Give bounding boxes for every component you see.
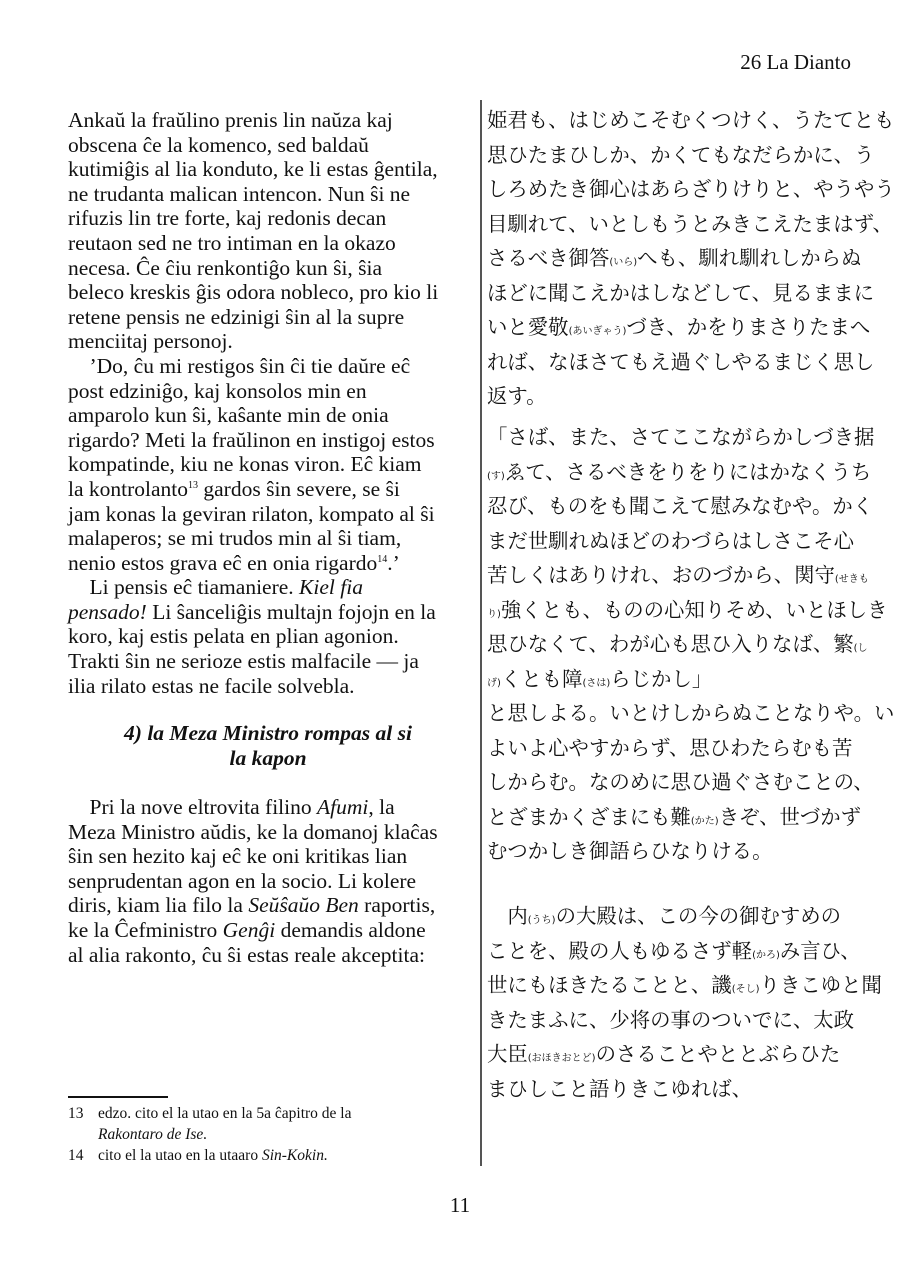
text-line: la kontrolanto$^{13}$ gardos ŝin severe, se ŝi xyxy=(68,476,400,501)
japanese-text-line: しからむ。なのめに思ひ過ぐさむことの、 xyxy=(487,770,874,794)
ruby-reading: (かた) xyxy=(690,815,719,827)
japanese-text-line: ほどに聞こえかはしなどして、見るままに xyxy=(487,280,875,305)
text-line: al alia rakonto, ĉu ŝi estas reale akceptita: xyxy=(68,942,425,967)
italic-text: Sin-Kokin. xyxy=(261,1147,328,1164)
japanese-text-line: いと愛敬(あいぎゃう)づき、かをりまさりたまへ xyxy=(487,315,871,339)
text-line: menciitaj personoj. xyxy=(68,329,233,354)
japanese-text-line: 返す。 xyxy=(487,384,547,408)
footnotes xyxy=(68,1103,351,1166)
footnote-ref: 14 xyxy=(377,553,388,565)
japanese-text-line: むつかしき御語らひなりける。 xyxy=(487,839,773,863)
text-line: senprudentan agon en la socio. Li kolere xyxy=(68,868,417,893)
japanese-text-line: 内(うち)の大殿は、この今の御むすめの xyxy=(487,904,842,928)
japanese-text-line: 思ひなくて、わが心も思ひ入りなば、繁(し xyxy=(487,632,868,656)
japanese-text-line: ことを、殿の人もゆるさず軽(かろ)み言ひ、 xyxy=(487,938,861,963)
japanese-text-line: 世にもほきたることと、譏(そし)りきこゆと聞 xyxy=(487,973,882,997)
text-line: Pri la nove eltrovita filino Afumi, la xyxy=(68,795,395,819)
japanese-text-line: まひしこと語りきこゆれば、 xyxy=(487,1076,753,1101)
japanese-text-line: 苦しくはありけれ、おのづから、関守(せきも xyxy=(487,563,869,587)
text-line: Meza Ministro aŭdis, ke la domanoj klaĉas xyxy=(68,819,438,844)
ruby-reading: (うち) xyxy=(527,915,556,926)
text-line: nenio estos grava eĉ en onia rigardo$^{14}$.ʼ xyxy=(68,550,400,575)
text-line: pensado! Li ŝanceliĝis multajn fojojn en la xyxy=(68,599,436,624)
japanese-text-line: よいよ心やすからず、思ひわたらむも苦 xyxy=(487,735,853,760)
text-line: necesa. Ĉe ĉiu renkontiĝo kun ŝi, ŝia xyxy=(68,255,383,280)
footnote-line: 13 edzo. cito el la utao en la 5a ĉapitro de la xyxy=(68,1105,352,1122)
text-line: Trakti ŝin ne serioze estis malfacile — ja xyxy=(68,649,419,674)
section-heading xyxy=(68,721,468,770)
column-divider xyxy=(480,100,482,1166)
italic-text: Seŭŝaŭo Ben xyxy=(248,893,359,918)
left-column-paragraphs xyxy=(68,108,468,698)
ruby-reading: り) xyxy=(487,608,501,620)
text-line: obscena ĉe la komenco, sed baldaŭ xyxy=(68,132,369,157)
text-line: ke la Ĉefministro Genĝi demandis aldone xyxy=(68,917,426,942)
text-line: malaperos; se mi trudos min al ŝi tiam, xyxy=(68,526,402,551)
running-header: 26 La Dianto xyxy=(740,50,851,74)
text-line: ne trudanta malican intencon. Nun ŝi ne xyxy=(68,181,411,206)
japanese-text-line: と思しよる。いとけしからぬことなりや。い xyxy=(487,701,895,725)
text-line: ŝin sen hezito kaj eĉ ke oni kritikas lian xyxy=(68,844,408,869)
footnote-rule xyxy=(68,1096,168,1098)
text-line: Li pensis eĉ tiamaniere. Kiel fia xyxy=(68,575,363,600)
footnote-line: 14 cito el la utao en la utaaro Sin-Kokin. xyxy=(68,1147,328,1164)
japanese-paragraph-2 xyxy=(487,420,895,869)
ruby-reading: (さは) xyxy=(582,677,611,689)
text-line: diris, kiam lia filo la Seŭŝaŭo Ben raportis, xyxy=(68,893,436,918)
text-line: jam konas la geviran rilaton, kompato al ŝi xyxy=(68,501,435,526)
text-line: kutimiĝis al lia konduto, ke li estas ĝentila, xyxy=(68,157,438,182)
text-line: ilia rilato estas ne facile solvebla. xyxy=(68,673,355,698)
text-line: amparolo kun ŝi, kaŝante min de onia xyxy=(68,403,389,428)
japanese-text-line: まだ世馴れぬほどのわづらはしさこそ心 xyxy=(487,528,855,553)
japanese-text-line: 目馴れて、いとしもうとみきこえたまはず、 xyxy=(487,211,893,236)
text-line: post edziniĝo, kaj konsolos min en xyxy=(68,378,367,403)
text-line: kompatinde, kiu ne konas viron. Eĉ kiam xyxy=(68,452,422,477)
section-heading-line: la kapon xyxy=(229,745,307,770)
japanese-text-line: 「さば、また、さてここながらかしづき据 xyxy=(487,425,875,449)
ruby-reading: (す) xyxy=(487,470,505,482)
italic-text: Genĝi xyxy=(222,917,276,942)
ruby-reading: (あいぎゃう) xyxy=(568,326,627,337)
ruby-reading: (かろ) xyxy=(752,949,780,961)
ruby-reading: (し xyxy=(853,643,868,654)
japanese-text-line: げ)くとも障(さは)らじかし」 xyxy=(487,666,713,691)
left-column-section-paragraph xyxy=(68,795,468,967)
japanese-text-line: れば、なほさてもえ過ぐしやるまじく思し xyxy=(487,349,875,374)
italic-text: pensado! xyxy=(68,599,147,624)
japanese-text-line: り)強くとも、ものの心知りそめ、いとほしき xyxy=(487,597,888,622)
ruby-reading: (いら) xyxy=(609,257,638,268)
ruby-reading: (そし) xyxy=(731,984,760,995)
japanese-text-line: 思ひたまひしか、かくてもなだらかに、う xyxy=(487,142,875,167)
text-line: ʼDo, ĉu mi restigos ŝin ĉi tie daŭre eĉ xyxy=(68,353,411,378)
italic-text: Rakontaro de Ise. xyxy=(98,1126,208,1143)
section-heading-line: 4) la Meza Ministro rompas al si xyxy=(124,721,412,745)
ruby-reading: (せきも xyxy=(834,574,869,585)
ruby-reading: げ) xyxy=(487,677,501,689)
page-number: 11 xyxy=(449,1193,471,1217)
japanese-paragraph-1 xyxy=(487,103,895,414)
italic-text: Kiel fia xyxy=(299,575,363,600)
japanese-text-line: しろめたき御心はあらざりけりと、やうやう xyxy=(487,177,895,201)
japanese-text-line: 姫君も、はじめこそむくつけく、うたてとも xyxy=(487,108,895,132)
japanese-text-line: 忍び、ものをも聞こえて慰みなむや。かく xyxy=(487,494,874,518)
text-line: beleco kreskis ĝis odora nobleco, pro kio li xyxy=(68,280,439,305)
japanese-text-line: さるべき御答(いら)へも、馴れ馴れしからぬ xyxy=(487,246,862,270)
italic-text: Afumi xyxy=(317,795,369,819)
text-line: retene pensis ne edzinigi ŝin al la supre xyxy=(68,304,405,329)
japanese-text-line: (す)ゑて、さるべきをりをりにはかなくうち xyxy=(487,459,872,484)
japanese-paragraph-3 xyxy=(487,899,882,1106)
text-line: koro, kaj estis pelata en plian agonion. xyxy=(68,624,399,649)
text-line: reutaon sed ne tro intiman en la okazo xyxy=(68,230,396,255)
ruby-reading: (おほきおとど) xyxy=(527,1053,596,1064)
text-line: rigardo? Meti la fraŭlinon en instigoj estos xyxy=(68,427,435,452)
footnote-number: 13 xyxy=(68,1105,84,1122)
japanese-text-line: とざまかくざまにも難(かた)きぞ、世づかず xyxy=(487,804,862,829)
text-line: rifuzis lin tre forte, kaj redonis decan xyxy=(68,206,387,231)
japanese-text-line: きたまふに、少将の事のついでに、太政 xyxy=(487,1007,855,1032)
footnote-ref: 13 xyxy=(188,479,199,491)
text-line: Ankaŭ la fraŭlino prenis lin naŭza kaj xyxy=(68,108,393,132)
footnote-line xyxy=(68,1124,351,1145)
footnote-number: 14 xyxy=(68,1147,84,1164)
japanese-text-line: 大臣(おほきおとど)のさることやととぶらひた xyxy=(487,1042,841,1066)
